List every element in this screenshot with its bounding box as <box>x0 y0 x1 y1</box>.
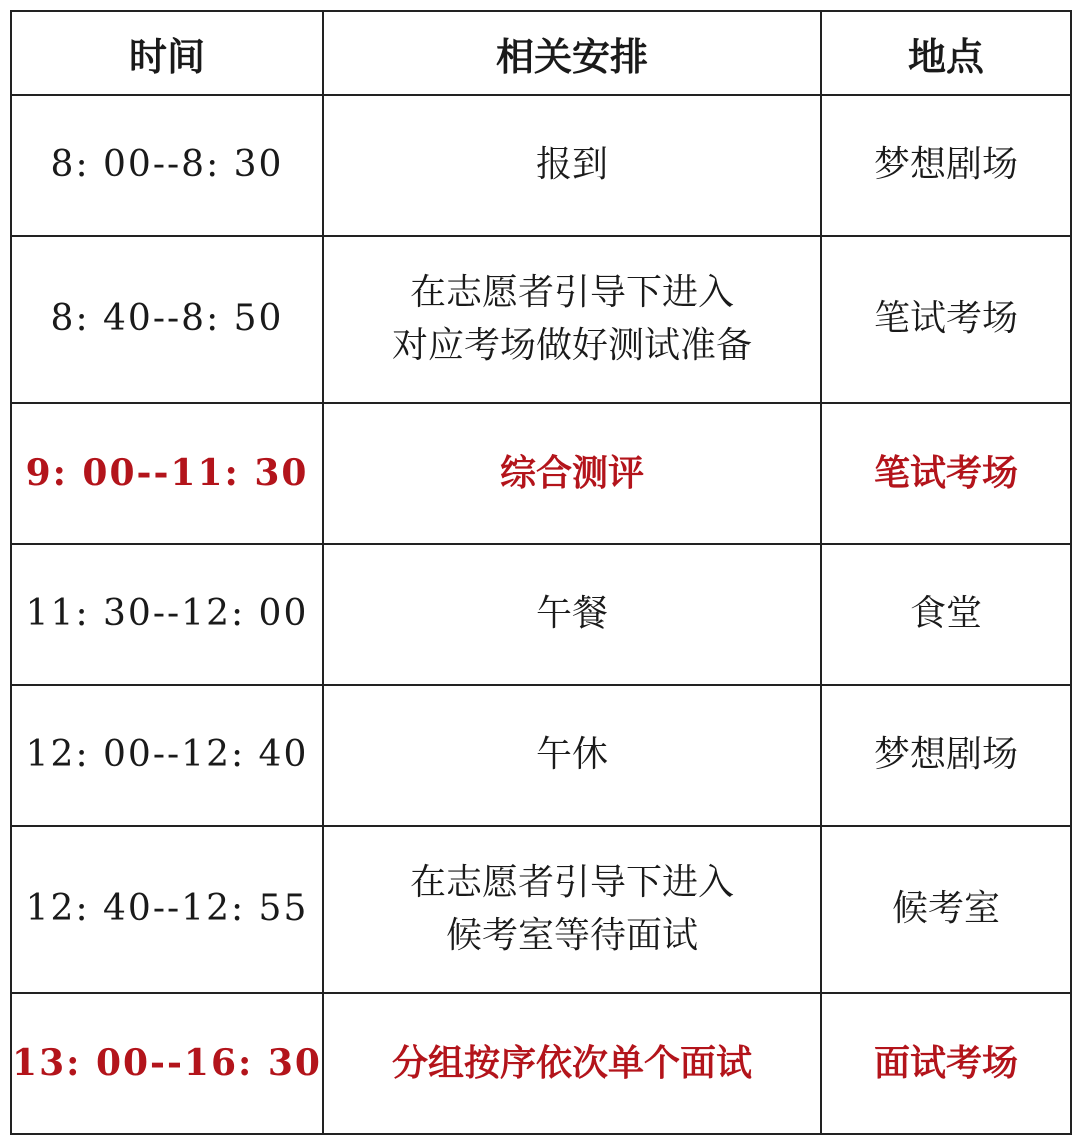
schedule-sheet <box>10 10 1070 1132</box>
location-cell: 面试考场 <box>821 993 1071 1134</box>
time-cell: 8: 00--8: 30 <box>11 95 323 236</box>
time-cell: 13: 00--16: 30 <box>11 993 323 1134</box>
arrangement-line: 对应考场做好测试准备 <box>391 324 752 366</box>
arrangement-cell <box>323 826 821 993</box>
location-cell: 梦想剧场 <box>821 95 1071 236</box>
arrangement-line: 午餐 <box>535 593 608 635</box>
arrangement-line: 综合测评 <box>499 452 644 495</box>
arrangement-line: 候考室等待面试 <box>445 914 698 956</box>
location-cell: 候考室 <box>821 826 1071 993</box>
table-row <box>11 236 1071 403</box>
header-time: 时间 <box>11 11 323 95</box>
arrangement-cell <box>323 544 821 685</box>
arrangement-line: 午休 <box>535 734 608 776</box>
schedule-table <box>10 10 1072 1135</box>
time-cell: 12: 00--12: 40 <box>11 685 323 826</box>
table-row <box>11 95 1071 236</box>
header-location: 地点 <box>821 11 1071 95</box>
table-row <box>11 685 1071 826</box>
arrangement-cell <box>323 236 821 403</box>
arrangement-cell <box>323 685 821 826</box>
table-row-highlighted <box>11 993 1071 1134</box>
time-cell: 12: 40--12: 55 <box>11 826 323 993</box>
table-row <box>11 826 1071 993</box>
time-cell: 9: 00--11: 30 <box>11 403 323 544</box>
time-cell: 11: 30--12: 00 <box>11 544 323 685</box>
time-cell: 8: 40--8: 50 <box>11 236 323 403</box>
table-row-highlighted <box>11 403 1071 544</box>
location-cell: 笔试考场 <box>821 403 1071 544</box>
arrangement-cell <box>323 993 821 1134</box>
arrangement-line: 报到 <box>535 144 608 186</box>
table-row <box>11 544 1071 685</box>
location-cell: 食堂 <box>821 544 1071 685</box>
header-arrangement: 相关安排 <box>323 11 821 95</box>
location-cell: 笔试考场 <box>821 236 1071 403</box>
arrangement-line: 在志愿者引导下进入 <box>409 862 734 904</box>
arrangement-line: 分组按序依次单个面试 <box>391 1042 752 1085</box>
arrangement-line: 在志愿者引导下进入 <box>409 272 734 314</box>
location-cell: 梦想剧场 <box>821 685 1071 826</box>
arrangement-cell <box>323 403 821 544</box>
arrangement-cell <box>323 95 821 236</box>
header-row <box>11 11 1071 95</box>
